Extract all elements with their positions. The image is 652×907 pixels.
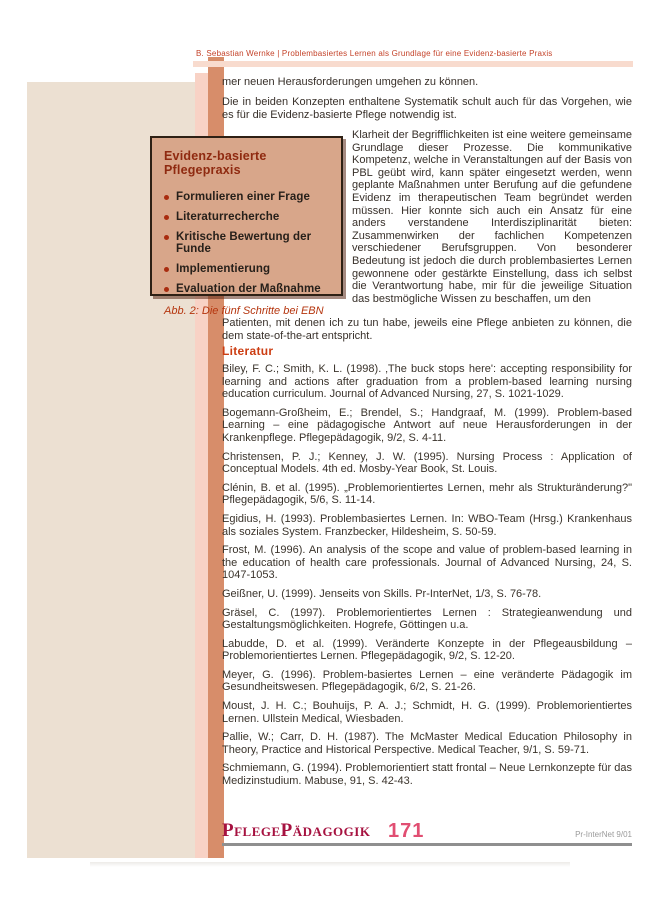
journal-logo: PflegePädagogik <box>222 820 371 841</box>
figure-box-list <box>162 191 332 295</box>
list-item <box>162 283 332 295</box>
paragraph-systematik: Die in beiden Konzepten enthaltene Systematik schult auch für das Vorgehen, wie es für die Evidenz-basierte Pflege notwendig ist. <box>222 96 632 121</box>
bullet-icon <box>164 287 169 292</box>
reference-list <box>222 363 632 794</box>
reference-entry: Gräsel, C. (1997). Problemorientiertes Lernen : Strategieanwendung und Gestaltungsmöglichkeiten. Hogrefe, Göttingen u.a. <box>222 606 632 632</box>
list-item <box>162 191 332 203</box>
issue-label: Pr-InterNet 9/01 <box>575 830 632 839</box>
list-item-label: Literaturrecherche <box>176 211 280 223</box>
bullet-icon <box>164 215 169 220</box>
list-item <box>162 231 332 255</box>
reference-entry: Clénin, B. et al. (1995). „Problemorientiertes Lernen, mehr als Strukturänderung?" Pflegepädagogik, 5/6, S. 11-14. <box>222 481 632 507</box>
list-item <box>162 211 332 223</box>
bullet-icon <box>164 195 169 200</box>
list-item-label: Implementierung <box>176 263 271 275</box>
reference-entry: Pallie, W.; Carr, D. H. (1987). The McMaster Medical Education Philosophy in Theory, Practice and Historical Perspective. Medical Teacher, 9/1, S. 59-71. <box>222 731 632 756</box>
literature-heading: Literatur <box>222 344 274 358</box>
list-item-label: Kritische Bewertung der Funde <box>176 231 312 255</box>
list-item-label: Formulieren einer Frage <box>176 191 310 203</box>
paragraph-continuation: mer neuen Herausforderungen umgehen zu können. <box>222 76 479 88</box>
list-item <box>162 263 332 275</box>
reference-entry: Egidius, H. (1993). Problembasiertes Lernen. In: WBO-Team (Hrsg.) Krankenhaus als soziales System. Franzbecker, Hildesheim, S. 50-59. <box>222 512 632 538</box>
reference-entry: Labudde, D. et al. (1999). Veränderte Konzepte in der Pflegeausbildung – Problemorientiertes Lernen. Pflegepädagogik, 9/2, S. 12-20. <box>222 637 632 663</box>
page-edge-shadow <box>90 862 570 867</box>
page-number: 171 <box>388 820 425 842</box>
reference-entry: Meyer, G. (1996). Problem-basiertes Lernen – eine veränderte Pädagogik im Gesundheitswesen. Pflegepädagogik, 6/2, S. 21-26. <box>222 668 632 694</box>
running-header: B. Sebastian Wernke | Problembasiertes Lernen als Grundlage für eine Evidenz-basierte Praxis <box>196 49 553 58</box>
list-item-label: Evaluation der Maßnahme <box>176 283 321 295</box>
bullet-icon <box>164 267 169 272</box>
reference-entry: Biley, F. C.; Smith, K. L. (1998). ‚The buck stops here': accepting responsibility for learning and actions after graduation from a problem-based learning nursing education curriculum. Journal of Advanced Nursing, 27, S. 1021-1029. <box>222 363 632 401</box>
reference-entry: Schmiemann, G. (1994). Problemorientiert statt frontal – Neue Lernkonzepte für das Medizinstudium. Mabuse, 91, S. 42-43. <box>222 762 632 788</box>
figure-box-ebn <box>150 136 343 317</box>
paragraph-klarheit: Klarheit der Begrifflichkeiten ist eine weitere gemeinsame Grundlage dieser Prozesse. Die kommunikative Kompetenz, welche in Veranstaltungen auf der Basis von PBL geübt wird, kann später eingesetzt werden, wenn geplante Maßnahmen unter Berufung auf die gefundene Evidenz im therapeutischen Team begründet werden müssen. Hier konnte sich auch ein Ansatz für eine anders verstandene Interdisziplinarität bieten: Zusammenwirken der fachlichen Kompetenzen verschiedener Berufsgruppen. Von besonderer Bedeutung ist jedoch die durch problembasiertes Lernen gewonnene oder gestärkte Einstellung, dass ich selbst die Verantwortung habe, mir für die jeweilige Situation das bestmögliche Wissen zu beschaffen, um den <box>352 129 632 305</box>
paragraph-klarheit-tail: Patienten, mit denen ich zu tun habe, jeweils eine Pflege anbieten zu können, die dem state-of-the-art entspricht. <box>222 317 632 342</box>
bullet-icon <box>164 235 169 240</box>
reference-entry: Frost, M. (1996). An analysis of the scope and value of problem-based learning in the education of health care professionals. Journal of Advanced Nursing, 24, S. 1047-1053. <box>222 544 632 582</box>
reference-entry: Christensen, P. J.; Kenney, J. W. (1995). Nursing Process : Application of Conceptual Models. 4th ed. Mosby-Year Book, St. Louis. <box>222 450 632 476</box>
figure-box-title: Evidenz-basierte Pflegepraxis <box>164 149 267 177</box>
reference-entry: Geißner, U. (1999). Jenseits von Skills. Pr-InterNet, 1/3, S. 76-78. <box>222 587 542 600</box>
footer-rule <box>222 843 632 846</box>
running-header-rule <box>193 61 633 67</box>
reference-entry: Moust, J. H. C.; Bouhuijs, P. A. J.; Schmidt, H. G. (1999). Problemorientiertes Lernen. Ullstein Medical, Wiesbaden. <box>222 700 632 725</box>
reference-entry: Bogemann-Großheim, E.; Brendel, S.; Handgraaf, M. (1999). Problem-based Learning – eine pädagogische Antwort auf neue Herausforderungen in der Krankenpflege. Pflegepädagogik, 9/2, S. 4-11. <box>222 406 632 444</box>
figure-caption: Abb. 2: Die fünf Schritte bei EBN <box>164 305 324 317</box>
